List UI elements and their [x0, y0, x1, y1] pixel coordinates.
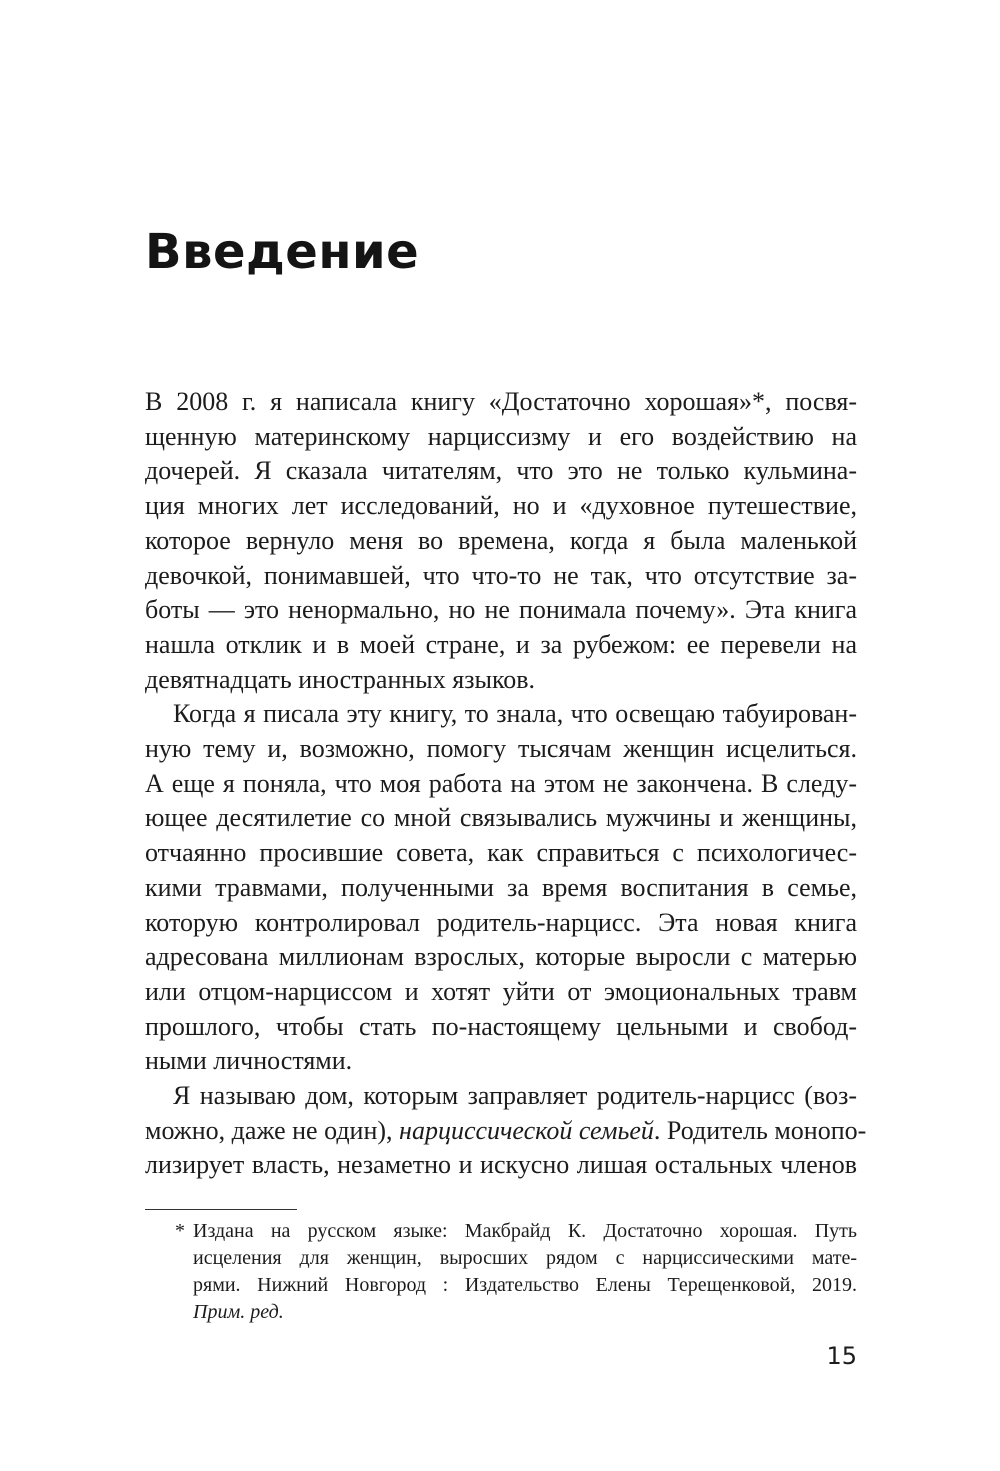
- text-line: девочкой, понимавшей, что что-то не так, что отсутствие за-: [145, 560, 857, 590]
- text-line: прошлого, чтобы стать по-настоящему цельными и свобод-: [145, 1011, 857, 1041]
- footnote-divider: [145, 1209, 297, 1210]
- text-line: Когда я писала эту книгу, то знала, что освещаю табуирован-: [173, 699, 857, 729]
- text-line: отчаянно просившие совета, как справиться с психологичес-: [145, 838, 857, 868]
- text-line: девятнадцать иностранных языков.: [145, 664, 536, 694]
- text-line: боты — это ненормально, но не понимала почему». Эта книга: [145, 595, 857, 625]
- text-line: адресована миллионам взрослых, которые выросли с матерью: [145, 942, 857, 972]
- text-line: кими травмами, полученными за время воспитания в семье,: [145, 872, 857, 902]
- paragraph: [145, 697, 857, 1079]
- footnote: [175, 1218, 857, 1326]
- text-line: щенную материнскому нарциссизму и его воздействию на: [145, 421, 857, 451]
- text-line: В 2008 г. я написала книгу «Достаточно хорошая»*, посвя-: [145, 387, 857, 416]
- text-line: Я называю дом, которым заправляет родитель-нарцисс (воз-: [173, 1081, 857, 1111]
- text-line-with-italic: [145, 1114, 867, 1149]
- text-line: ция многих лет исследований, но и «духовное путешествие,: [145, 491, 857, 521]
- paragraph: [145, 1079, 867, 1183]
- text-line: А еще я поняла, что моя работа на этом не закончена. В следу-: [145, 768, 857, 798]
- text-line: дочерей. Я сказала читателям, что это не только кульмина-: [145, 456, 857, 486]
- text-segment: можно, даже не один),: [145, 1115, 400, 1145]
- text-line: лизирует власть, незаметно и искусно лишая остальных членов: [145, 1150, 857, 1180]
- paragraph: [145, 385, 857, 697]
- text-line: которое вернуло меня во времена, когда я была маленькой: [145, 525, 857, 555]
- text-segment: . Родитель монопо-: [653, 1115, 867, 1145]
- text-line: ными личностями.: [145, 1046, 353, 1076]
- footnote-line: рями. Нижний Новгород : Издательство Елены Терещенковой, 2019.: [193, 1274, 857, 1296]
- text-line: или отцом-нарциссом и хотят уйти от эмоциональных травм: [145, 976, 857, 1006]
- footnote-line: исцеления для женщин, выросших рядом с нарциссическими мате-: [193, 1247, 857, 1269]
- footnote-line: [175, 1218, 857, 1245]
- text-line: которую контролировал родитель-нарцисс. Эта новая книга: [145, 907, 857, 937]
- text-line: нашла отклик и в моей стране, и за рубежом: ее перевели на: [145, 629, 857, 659]
- text-line: ющее десятилетие со мной связывались мужчины и женщины,: [145, 803, 857, 833]
- italic-term: нарциссической семьей: [399, 1115, 654, 1145]
- footnote-mark: *: [175, 1220, 185, 1242]
- footnote-text: Издана на русском языке: Макбрайд К. Достаточно хорошая. Путь: [193, 1220, 857, 1242]
- chapter-body: [145, 385, 867, 1183]
- footnote-editor-note: Прим. ред.: [193, 1301, 284, 1323]
- text-line: ную тему и, возможно, помогу тысячам женщин исцелиться.: [145, 734, 857, 764]
- page-number: 15: [826, 1342, 857, 1370]
- chapter-title: Введение: [145, 224, 420, 280]
